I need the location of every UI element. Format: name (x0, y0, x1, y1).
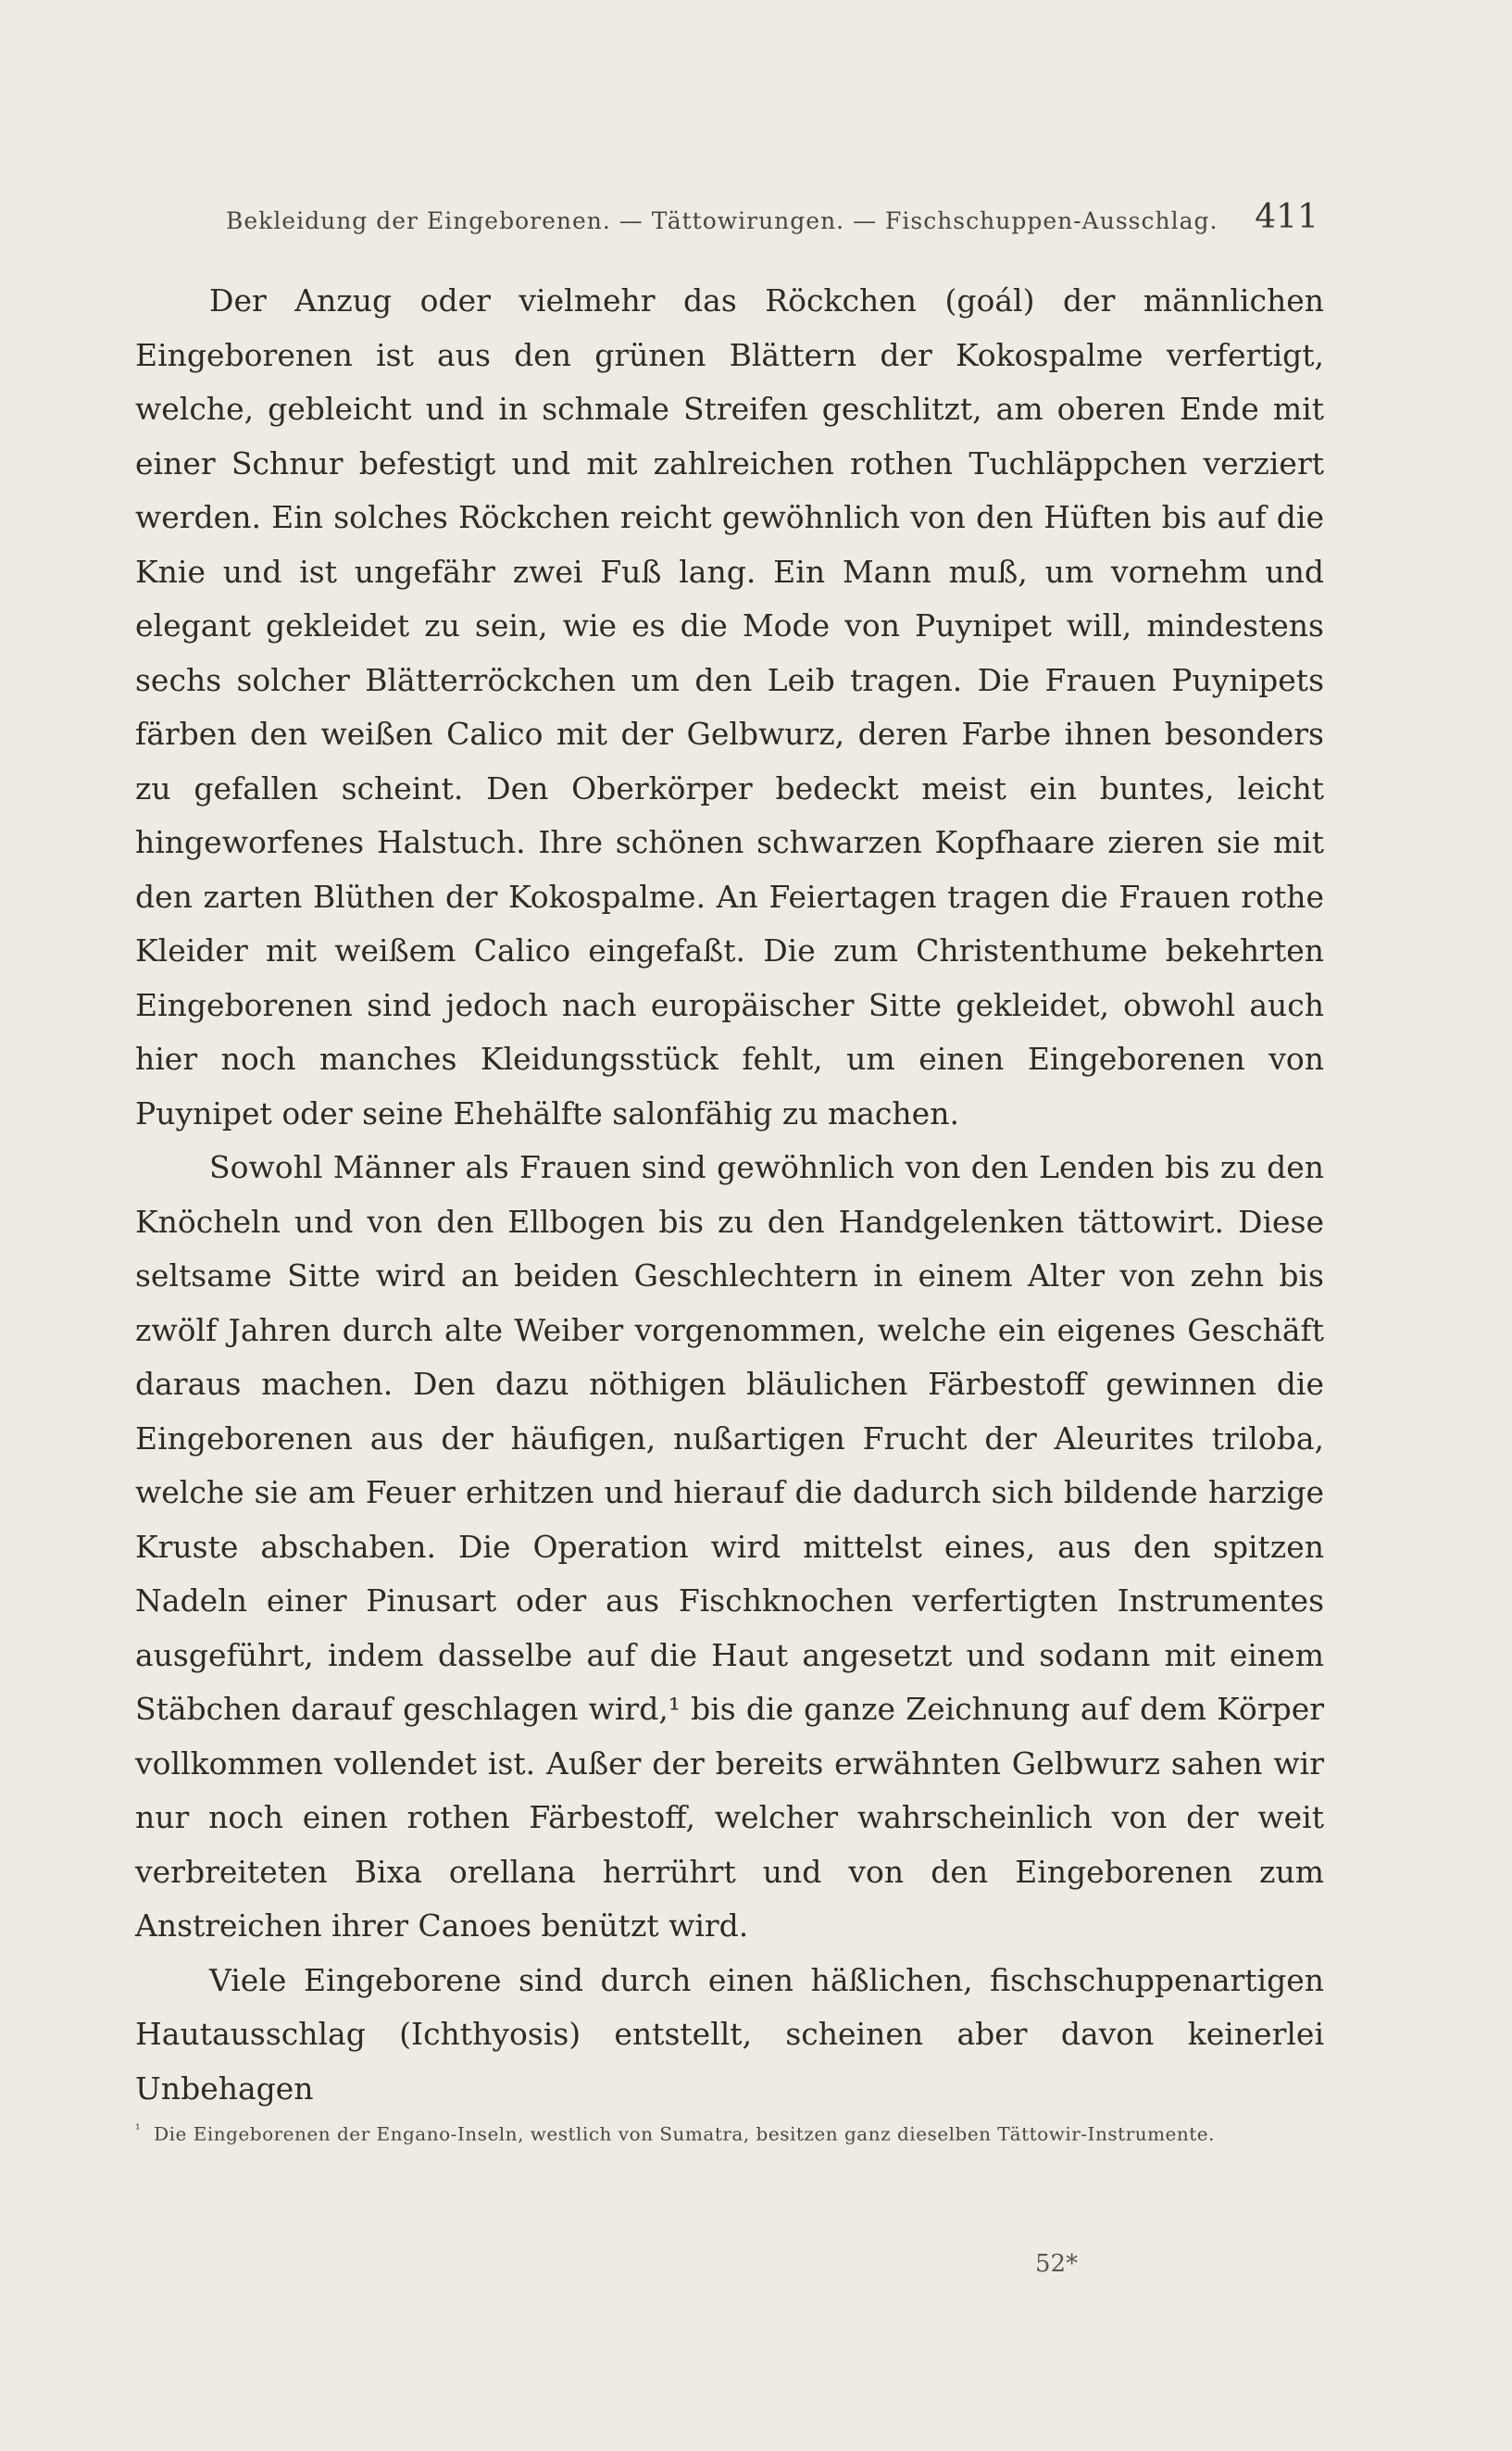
page-number: 411 (1255, 198, 1318, 236)
footnote-mark: ¹ (135, 2122, 142, 2137)
body-text (135, 274, 1324, 2116)
page-header (226, 198, 1318, 244)
footnotes (135, 2111, 1324, 2153)
paragraph: Der Anzug oder vielmehr das Röckchen (goál) der männlichen Eingeborenen ist aus den grünen Blättern der Kokospalme verfertigt, welche, gebleicht und in schmale Streifen geschlitzt, am oberen Ende mit einer Schnur befestigt und mit zahlreichen rothen Tuchläppchen verziert werden. Ein solches Röckchen reicht gewöhnlich von den Hüften bis auf die Knie und ist ungefähr zwei Fuß lang. Ein Mann muß, um vornehm und elegant gekleidet zu sein, wie es die Mode von Puynipet will, mindestens sechs solcher Blätterröckchen um den Leib tragen. Die Frauen Puynipets färben den weißen Calico mit der Gelbwurz, deren Farbe ihnen besonders zu gefallen scheint. Den Oberkörper bedeckt meist ein buntes, leicht hingeworfenes Halstuch. Ihre schönen schwarzen Kopfhaare zieren sie mit den zarten Blüthen der Kokospalme. An Feiertagen tragen die Frauen rothe Kleider mit weißem Calico eingefaßt. Die zum Christenthume bekehrten Eingeborenen sind jedoch nach europäischer Sitte gekleidet, obwohl auch hier noch manches Kleidungsstück fehlt, um einen Eingeborenen von Puynipet oder seine Ehehälfte salonfähig zu machen. (135, 282, 1324, 1132)
paragraph: Sowohl Männer als Frauen sind gewöhnlich von den Lenden bis zu den Knöcheln und von den Ellbogen bis zu den Handgelenken tättowirt. Diese seltsame Sitte wird an beiden Geschlechtern in einem Alter von zehn bis zwölf Jahren durch alte Weiber vorgenommen, welche ein eigenes Geschäft daraus machen. Den dazu nöthigen bläulichen Färbestoff gewinnen die Eingeborenen aus der häufigen, nußartigen Frucht der Aleurites triloba, welche sie am Feuer erhitzen und hierauf die dadurch sich bildende harzige Kruste abschaben. Die Operation wird mittelst eines, aus den spitzen Nadeln einer Pinusart oder aus Fischknochen verfertigten Instrumentes ausgeführt, indem dasselbe auf die Haut angesetzt und sodann mit einem Stäbchen darauf geschlagen wird,¹ bis die ganze Zeichnung auf dem Körper vollkommen vollendet ist. Außer der bereits erwähnten Gelbwurz sahen wir nur noch einen rothen Färbestoff, welcher wahrscheinlich von der weit verbreiteten Bixa orellana herrührt und von den Eingeborenen zum Anstreichen ihrer Canoes benützt wird. (135, 1149, 1324, 1944)
paragraph: Viele Eingeborene sind durch einen häßlichen, fischschuppenartigen Hautausschlag (Ichthyosis) entstellt, scheinen aber davon keinerlei Unbehagen (135, 1961, 1324, 2107)
printer-signature: 52* (1035, 2250, 1079, 2278)
footnote-text: Die Eingeborenen der Engano-Inseln, westlich von Sumatra, besitzen ganz dieselben Tättowir-Instrumente. (154, 2122, 1215, 2145)
running-head: Bekleidung der Eingeborenen. — Tättowirungen. — Fischschuppen-Ausschlag. (226, 207, 1218, 234)
